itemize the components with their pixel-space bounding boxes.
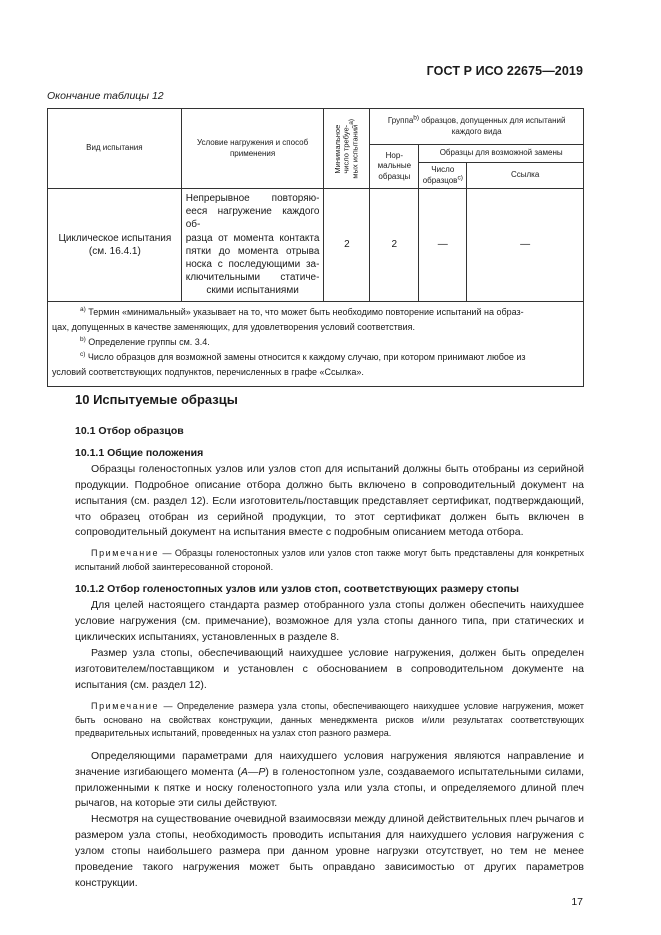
- paragraph-parameters: [75, 749, 584, 813]
- load-line-4: пятки до момента отрыва: [185, 245, 320, 257]
- subsection-10-1-title: 10.1 Отбор образцов: [75, 424, 184, 437]
- header-min-samples: [324, 109, 370, 189]
- load-line-7: скими испытаниями: [206, 285, 299, 297]
- footnote-c-cont: условий соответствующих подпунктов, перечисленных в графе «Ссылка».: [52, 366, 364, 377]
- note-2: [75, 700, 584, 741]
- table-footnotes: [48, 301, 584, 386]
- footnote-c-ref: c): [457, 173, 463, 181]
- paragraph-parameters-b: ) в голеностопном узле, создаваемого испытательными силами, приложенными к пятке и носку голеностопного узла или узла стопы, и определяемого длиной плеч рычагов, на которые эти силы действуют.: [75, 765, 584, 810]
- page-number: 17: [571, 896, 583, 908]
- load-line-1: Непрерывное повторяю-: [185, 193, 320, 204]
- footnote-c-label: c): [80, 350, 86, 358]
- note-2-label: Примечание: [91, 701, 160, 712]
- header-test-type: Вид испытания: [48, 109, 182, 189]
- footnote-c-text-1: Число образцов для возможной замены относится к каждому случаю, при котором принимают любое из: [85, 351, 526, 362]
- header-reference: Ссылка: [467, 163, 584, 189]
- table-caption: Окончание таблицы 12: [47, 90, 164, 102]
- header-replacement-samples: Образцы для возможной замены: [419, 145, 584, 163]
- footnote-a-label: a): [80, 305, 86, 313]
- footnote-c: [52, 351, 579, 364]
- footnote-a-cont: цах, допущенных в качестве заменяющих, для удовлетворения условий соответствия.: [52, 321, 415, 332]
- paragraph-size-determination: Размер узла стопы, обеспечивающий наихудшее условие нагружения, должен быть определен изготовителем/поставщиком и установлен с обоснованием в сопроводительном документе на испытания (см. раздел 12).: [75, 647, 584, 692]
- row-min-samples: 2: [324, 189, 370, 302]
- load-line-2: ееся нагружение каждого об-: [185, 206, 320, 231]
- note-1-text: — Образцы голеностопных узлов или узлов стоп также могут быть представлены для конкретных испытаний любой заинтересованной стороной.: [75, 548, 584, 572]
- header-min-samples-text: Минимальное число требуе- мых испытаний: [332, 124, 360, 179]
- row-reference: —: [467, 189, 584, 302]
- header-count-text: Число образцов: [422, 165, 458, 185]
- header-count: [419, 163, 467, 189]
- section-title: 10 Испытуемые образцы: [75, 392, 238, 407]
- load-line-6: ключительными статиче-: [185, 272, 320, 284]
- note-1: [75, 547, 584, 574]
- subsection-10-1-2-title: 10.1.2 Отбор голеностопных узлов или узлов стоп, соответствующих размеру стопы: [75, 583, 519, 596]
- row-normal-samples: 2: [370, 189, 419, 302]
- footnote-a-text-1: Термин «минимальный» указывает на то, что может быть необходимо повторение испытаний на образ-: [85, 306, 524, 317]
- footnote-b: [52, 336, 579, 349]
- note-2-text: — Определение размера узла стопы, обеспечивающего наихудшее условие нагружения, может быть основано на свойствах конструкции, данных менеджмента рисков и/или результатах соответствующих предварительных испытаний, проведенных на узлах стоп разного размера.: [75, 701, 584, 739]
- header-normal-samples: Нор- мальные образцы: [370, 145, 419, 189]
- header-group-post: образцов, допущенных для испытаний каждого вида: [419, 116, 566, 136]
- header-group-pre: Группа: [387, 116, 414, 126]
- paragraph-general: Образцы голеностопных узлов или узлов стоп для испытаний должны быть отобраны из серийной продукции. Подробное описание отбора должно быть включено в сопроводительный документ на испытания (см. раздел 12). Если изготовитель/поставщик представляет сертификат, подтверждающий, что образец отобран из серийной продукции, то этот сертификат должен быть включен в сопроводительный документ на испытания вместе с подробным описанием метода отбора.: [75, 462, 584, 539]
- row-count: —: [419, 189, 467, 302]
- row-load-condition: [181, 189, 324, 302]
- row-test-type: Циклическое испытания (см. 16.4.1): [48, 189, 182, 302]
- footnote-a-ref: a): [347, 118, 355, 125]
- paragraph-parameters-a: Определяющими параметрами для наихудшего условия нагружения являются направление и значение изгибающего момента (: [75, 749, 584, 778]
- header-load-condition: Условие нагружения и способ применения: [181, 109, 324, 189]
- section-10: [75, 390, 584, 892]
- subsection-10-1-1-title: 10.1.1 Общие положения: [75, 446, 204, 459]
- note-1-label: Примечание: [91, 548, 160, 559]
- paragraph-size-purpose: Для целей настоящего стандарта размер отобранного узла стопы должен обеспечить наихудшее условие нагружения (см. примечание), возможное для узла стопы данного типа, при статических и циклических испытаниях, установленных в разделе 8.: [75, 599, 584, 644]
- footnote-a: [52, 306, 579, 319]
- paragraph-lever-arms: Несмотря на существование очевидной взаимосвязи между длиной действительных плеч рычагов и размером узла стопы, необходимость проводить испытания для наихудшего условия нагружения с узлом стопы наибольшего размера при данном уровне нагрузки отсутствует, но тем не менее проведение такого нагружения может быть оправдано зависимостью от других параметров конструкции.: [75, 813, 584, 890]
- footnote-b-label: b): [80, 335, 86, 343]
- load-line-3: разца от момента контакта: [185, 232, 320, 244]
- specimen-table: [47, 108, 584, 387]
- footnote-b-ref: b): [413, 114, 420, 122]
- document-id: ГОСТ Р ИСО 22675—2019: [426, 64, 583, 78]
- footnote-b-text: Определение группы см. 3.4.: [85, 336, 210, 347]
- moment-symbol: A—P: [240, 765, 266, 778]
- header-group: [370, 109, 584, 145]
- load-line-5: носка с последующими за-: [185, 258, 320, 270]
